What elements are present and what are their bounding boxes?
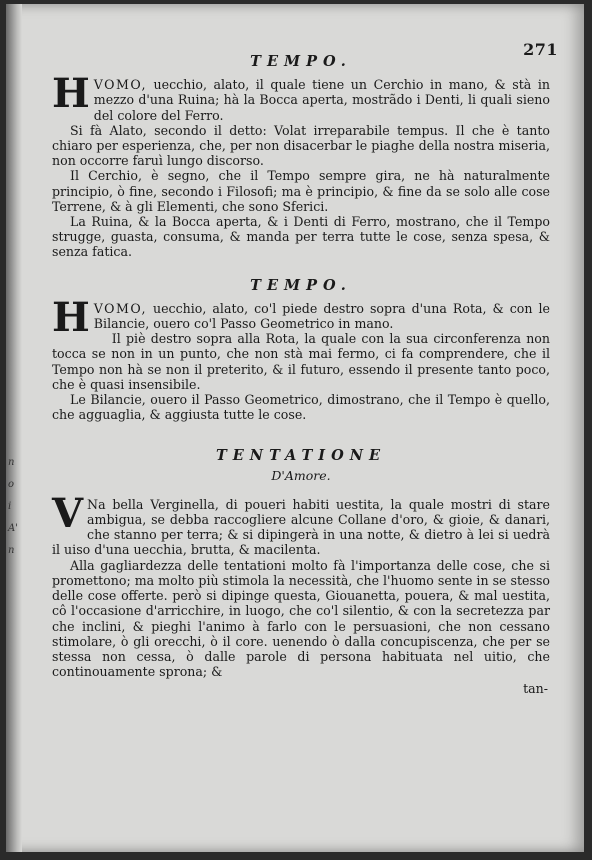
drop-cap: H xyxy=(52,70,90,118)
margin-note: n xyxy=(8,457,15,468)
lead-word: VOMO, xyxy=(93,77,147,93)
paragraph: La Ruina, & la Bocca aperta, & i Denti di Ferro, mostrano, che il Tempo strugge, guasta, consuma, & manda per terra tutte le cose, senza spesa, & senza fatica. xyxy=(52,214,550,260)
margin-note: o xyxy=(8,479,15,490)
paragraph: Il piè destro sopra alla Rota, la quale con la sua circonferenza non tocca se non in un punto, che non stà mai fermo, ci fa comprendere, che il Tempo non hà se non il preterito, & il futuro, essendo il presente tanto poco, che è quasi insensibile. xyxy=(52,331,550,392)
paragraph-text: Na bella Verginella, di poueri habiti uestita, la quale mostri di stare ambigua, se debba raccogliere alcune Collane d'oro, & gioie, & danari, che stanno per terra; & si dipingerà in una notte, & dietro à lei si uedrà il uiso d'una uecchia, brutta, & macilenta. xyxy=(52,496,550,558)
page-number: 271 xyxy=(523,40,558,59)
paragraph: Alla gagliardezza delle tentationi molto fà l'importanza delle cose, che si promettono; ma molto più stimola la necessità, che l'huomo sente in se stesso delle cose offerte. però si dipinge questa, Giouanetta, pouera, & mal uestita, cô l'occasione d'arricchire, in luogo, che co'l silentio, & con la secretezza par che inclini, & pieghi l'animo à farlo con le persuasioni, che non cessano stimolare, ò gli orecchi, ò il core. uenendo ò dalla concupiscenza, che per se stessa non cessa, ò dalle parole di persona habituata nel uitio, che continouamente sprona; & xyxy=(52,557,550,680)
section-title: TEMPO. xyxy=(250,53,352,70)
page-gutter xyxy=(6,4,22,852)
drop-cap: V xyxy=(52,489,84,537)
paragraph: Si fà Alato, secondo il detto: Volat irreparabile tempus. Il che è tanto chiaro per esperienza, che, per non disacerbar le piaghe della nostra miseria, non occorre faruì lungo discorso. xyxy=(52,122,550,169)
catchword: tan- xyxy=(523,681,548,697)
section-title: TENTATIONE xyxy=(215,447,387,465)
section-title: TEMPO. xyxy=(250,276,352,294)
paragraph: Le Bilancie, ouero il Passo Geometrico, dimostrano, che il Tempo è quello, che agguaglia, & aggiusta tutte le cose. xyxy=(52,392,550,423)
paragraph-text: uecchio, alato, co'l piede destro sopra d'una Rota, & con le Bilancie, ouero co'l Passo Geometrico in mano. xyxy=(93,300,550,332)
paragraph xyxy=(52,489,550,558)
lead-word: VOMO, xyxy=(93,300,147,316)
paragraph: Il Cerchio, è segno, che il Tempo sempre gira, ne hà naturalmente principio, ò fine, secondo i Filosofi; ma è principio, & fine da se solo alle cose Terrene, & à gli Elementi, che sono Sferici. xyxy=(52,168,550,214)
margin-note: A' xyxy=(8,523,18,534)
paragraph-text: uecchio, alato, il quale tiene un Cerchio in mano, & stà in mezzo d'una Ruina; hà la Bocca aperta, mostrãdo i Denti, li quali sieno del colore del Ferro. xyxy=(93,77,550,123)
page-content xyxy=(52,54,550,697)
drop-cap: H xyxy=(52,293,90,341)
margin-note: n xyxy=(8,545,15,556)
margin-notes xyxy=(8,452,20,562)
section-subtitle: D'Amore. xyxy=(271,467,331,483)
margin-note: i xyxy=(8,501,12,512)
paragraph xyxy=(52,293,550,341)
paragraph xyxy=(52,70,550,123)
book-page xyxy=(6,4,584,852)
